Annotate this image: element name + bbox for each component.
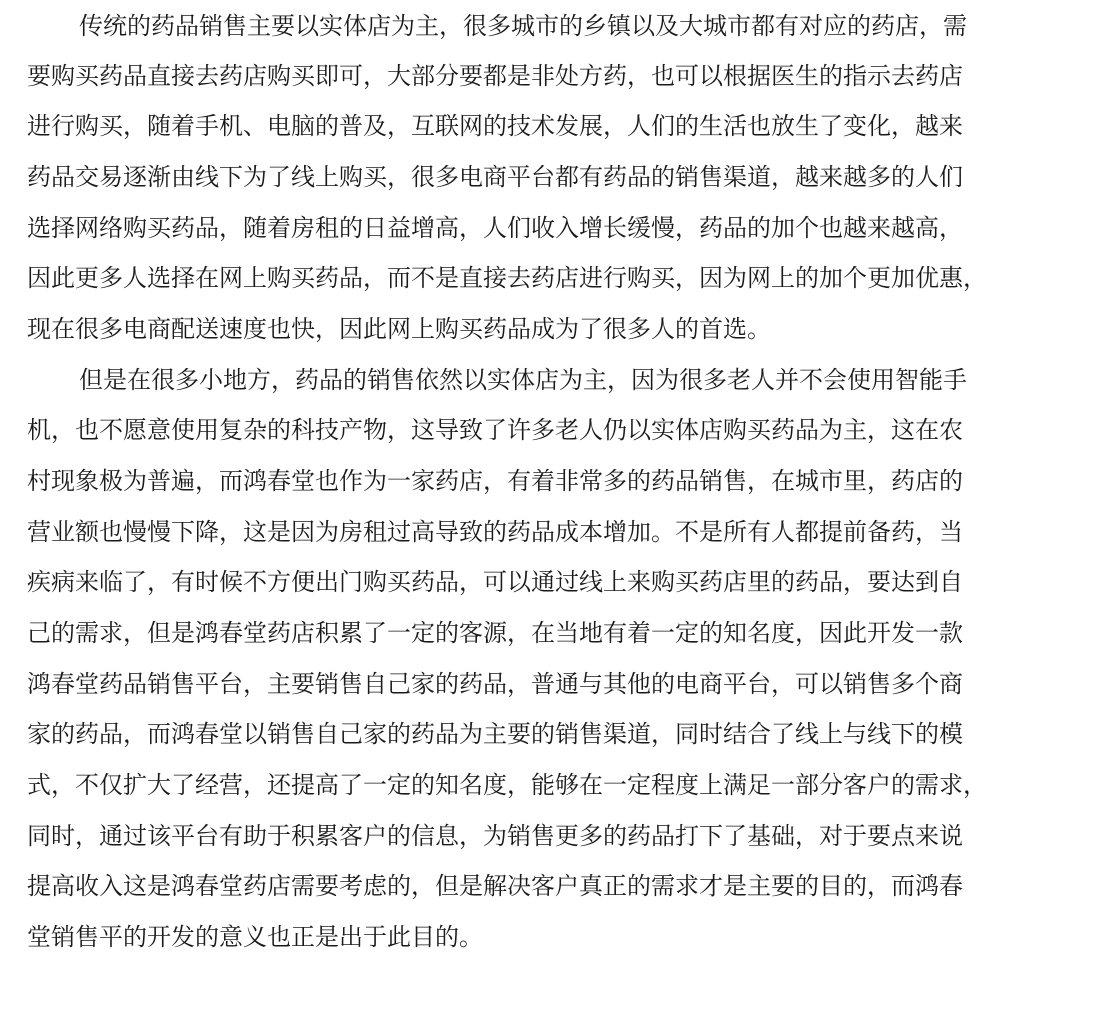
paragraph-line: 家的药品，而鸿春堂以销售自己家的药品为主要的销售渠道，同时结合了线上与线下的模: [27, 720, 963, 748]
paragraph-line: 因此更多人选择在网上购买药品，而不是直接去药店进行购买，因为网上的加个更加优惠，: [27, 264, 987, 292]
paragraph-line: 现在很多电商配送速度也快，因此网上购买药品成为了很多人的首选。: [27, 315, 771, 343]
paragraph-line: 疾病来临了，有时候不方便出门购买药品，可以通过线上来购买药店里的药品，要达到自: [27, 568, 963, 596]
paragraph-line: 提高收入这是鸿春堂药店需要考虑的，但是解决客户真正的需求才是主要的目的，而鸿春: [27, 872, 963, 900]
paragraph-line: 传统的药品销售主要以实体店为主，很多城市的乡镇以及大城市都有对应的药店，需: [79, 12, 967, 40]
paragraph-line: 村现象极为普遍，而鸿春堂也作为一家药店，有着非常多的药品销售，在城市里，药店的: [27, 467, 963, 495]
paragraph-line: 式，不仅扩大了经营，还提高了一定的知名度，能够在一定程度上满足一部分客户的需求，: [27, 771, 987, 799]
paragraph-line: 但是在很多小地方，药品的销售依然以实体店为主，因为很多老人并不会使用智能手: [79, 366, 967, 394]
paragraph-line: 药品交易逐渐由线下为了线上购买，很多电商平台都有药品的销售渠道，越来越多的人们: [27, 163, 963, 191]
paragraph-line: 进行购买，随着手机、电脑的普及，互联网的技术发展，人们的生活也放生了变化，越来: [27, 112, 963, 140]
paragraph-line: 机，也不愿意使用复杂的科技产物，这导致了许多老人仍以实体店购买药品为主，这在农: [27, 416, 963, 444]
paragraph-line: 同时，通过该平台有助于积累客户的信息，为销售更多的药品打下了基础，对于要点来说: [27, 822, 963, 850]
paragraph-line: 己的需求，但是鸿春堂药店积累了一定的客源，在当地有着一定的知名度，因此开发一款: [27, 619, 963, 647]
paragraph-line: 堂销售平的开发的意义也正是出于此目的。: [27, 923, 483, 951]
paragraph-line: 选择网络购买药品，随着房租的日益增高，人们收入增长缓慢，药品的加个也越来越高，: [27, 214, 963, 242]
paragraph-line: 营业额也慢慢下降，这是因为房租过高导致的药品成本增加。不是所有人都提前备药，当: [27, 518, 963, 546]
paragraph-line: 要购买药品直接去药店购买即可，大部分要都是非处方药，也可以根据医生的指示去药店: [27, 62, 963, 90]
paragraph-line: 鸿春堂药品销售平台，主要销售自己家的药品，普通与其他的电商平台，可以销售多个商: [27, 670, 963, 698]
